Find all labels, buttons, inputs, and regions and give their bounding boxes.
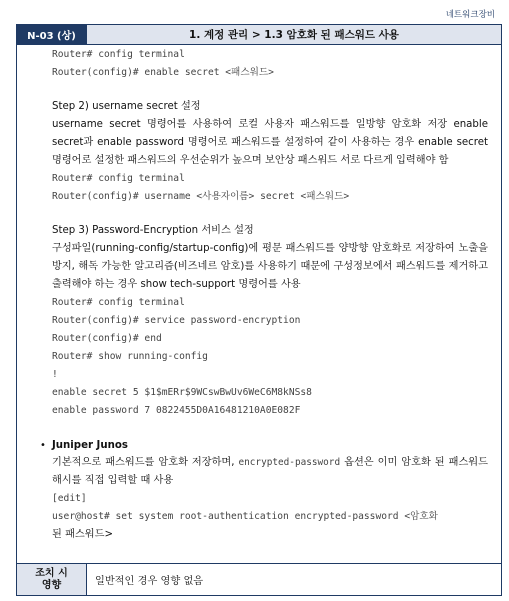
code-line: Router(config)# username <사용자이름> secret <패스워드> [52, 191, 350, 202]
impact-value: 일반적인 경우 영향 없음 [95, 576, 204, 587]
code-line: Router(config)# service password-encryption [52, 315, 301, 326]
impact-label: 조치 시 영향 [17, 564, 87, 595]
code-line: Router(config)# enable secret <패스워드> [52, 67, 274, 78]
item-code: N-03 (상) [17, 25, 87, 44]
juniper-description: 기본적으로 패스워드를 암호화 저장하며, encrypted-password 옵션은 이미 암호화 된 패스워드 해시를 직접 입력할 때 사용 [52, 457, 488, 486]
code-line: user@host# set system root-authentication encrypted-password <암호화 [52, 511, 438, 522]
code-line: Router# config terminal [52, 173, 185, 184]
juniper-label: Juniper Junos [52, 439, 128, 451]
code-line: Router(config)# end [52, 333, 162, 344]
code-line: [edit] [52, 493, 87, 504]
code-line: Router# config terminal [52, 49, 185, 60]
step2-heading: Step 2) username secret 설정 [52, 101, 201, 112]
bullet-icon: • [40, 439, 46, 451]
juniper-bullet [34, 436, 501, 454]
code-line: Router# show running-config [52, 351, 208, 362]
impact-row [17, 563, 501, 595]
code-line-wrap: 된 패스워드> [52, 529, 113, 540]
step3-heading: Step 3) Password-Encryption 서비스 설정 [52, 225, 254, 236]
content-body [17, 45, 501, 587]
code-line: enable secret 5 $1$mERr$9WCswBwUv6WeC6M8kNSs8 [52, 387, 312, 398]
code-line: enable password 7 0822455D0A16481210A0E082F [52, 405, 301, 416]
document-frame [16, 24, 502, 596]
title-bar [17, 25, 501, 45]
step3-paragraph: 구성파일(running-config/startup-config)에 평문 패스워드를 양방향 암호화로 저장하여 노출을 방지, 해독 가능한 알고리즘(비즈네르 암호)를 사용하기 때문에 구성정보에서 패스워드를 제거하고 출력해야 하는 경우 show tech-support 명령어를 사용 [52, 243, 488, 290]
code-line: ! [52, 369, 58, 380]
item-title: 1. 계정 관리 > 1.3 암호화 된 패스워드 사용 [87, 25, 501, 44]
page-header-label: 네트워크장비 [445, 10, 495, 20]
code-line: Router# config terminal [52, 297, 185, 308]
step2-paragraph: username secret 명령어를 사용하여 로컬 사용자 패스워드를 일방향 암호화 저장 enable secret과 enable password 명령어로 패스워드를 설정하여 같이 사용하는 경우 enable secret 명령어로 설정한 패스워드의 우선순위가 높으며 보안상 패스워드 서로 다르게 입력해야 함 [52, 119, 488, 166]
